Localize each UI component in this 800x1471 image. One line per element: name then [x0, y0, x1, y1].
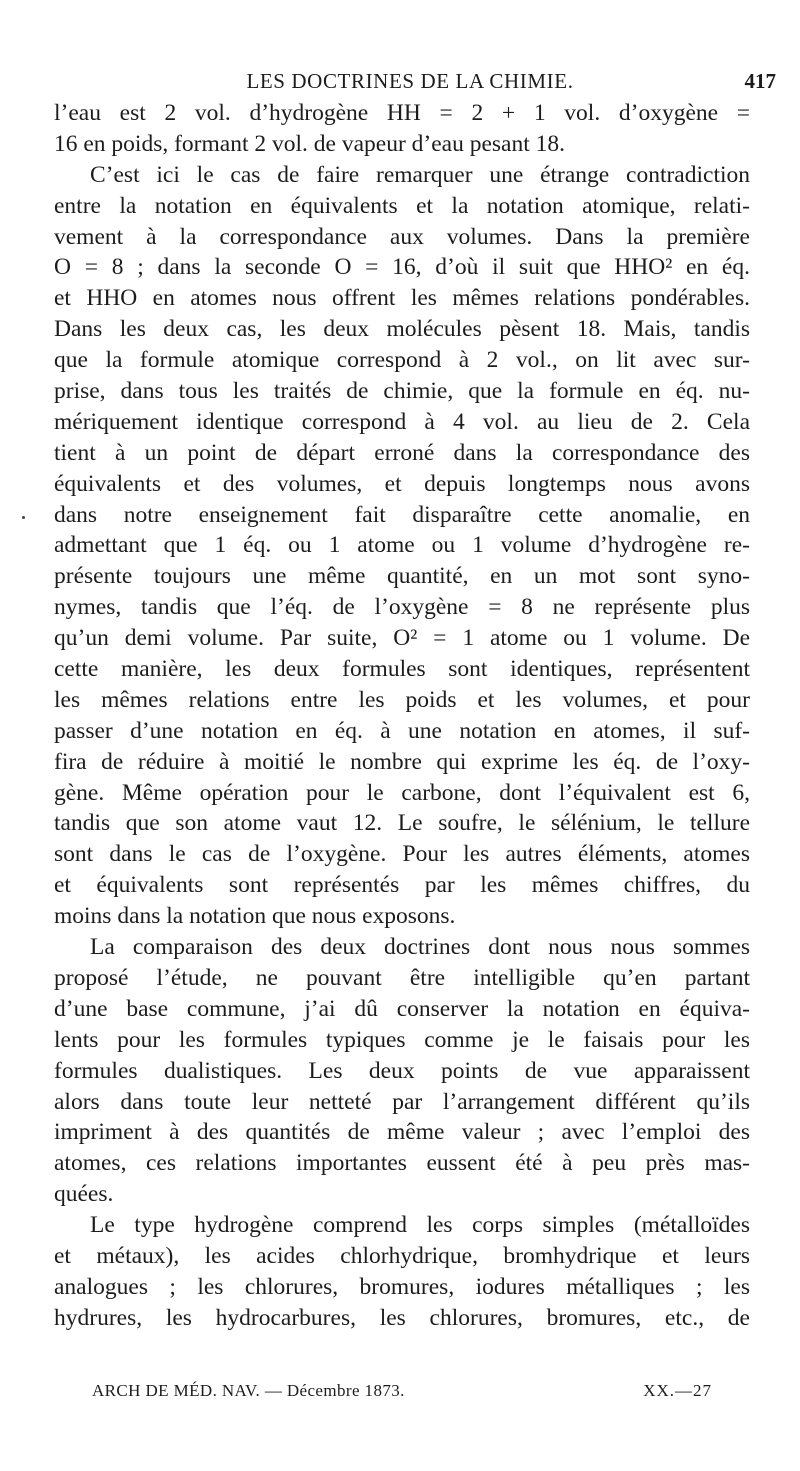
- text-line: C’est ici le cas de faire remarquer une étrange contradiction: [90, 161, 750, 188]
- running-head: [40, 66, 780, 96]
- text-line: gène. Même opération pour le carbone, dont l’équivalent est 6,: [54, 779, 750, 806]
- text-line: alors dans toute leur netteté par l’arrangement différent qu’ils: [54, 1088, 750, 1115]
- text-line: impriment à des quantités de même valeur ; avec l’emploi des: [54, 1119, 750, 1146]
- text-line: fira de réduire à moitié le nombre qui exprime les éq. de l’oxy-: [54, 748, 750, 775]
- page-number: 417: [744, 69, 776, 93]
- page-footer: [92, 1378, 712, 1404]
- text-line: que la formule atomique correspond à 2 vol., on lit avec sur-: [54, 347, 750, 374]
- text-line: sont dans le cas de l’oxygène. Pour les autres éléments, atomes: [54, 841, 750, 868]
- text-line: d’une base commune, j’ai dû conserver la notation en équiva-: [54, 995, 750, 1022]
- text-line: prise, dans tous les traités de chimie, que la formule en éq. nu-: [54, 378, 750, 405]
- body-text: [54, 98, 750, 1334]
- text-line: et équivalents sont représentés par les mêmes chiffres, du: [54, 872, 750, 899]
- text-line: présente toujours une même quantité, en un mot sont syno-: [54, 563, 750, 590]
- text-line: qu’un demi volume. Par suite, O² = 1 atome ou 1 volume. De: [54, 625, 750, 652]
- text-line: l’eau est 2 vol. d’hydrogène HH = 2 + 1 vol. d’oxygène =: [54, 100, 750, 126]
- text-line: et HHO en atomes nous offrent les mêmes relations pondérables.: [54, 285, 750, 312]
- text-line: hydrures, les hydrocarbures, les chlorures, bromures, etc., de: [54, 1304, 750, 1331]
- text-line: atomes, ces relations importantes eussent été à peu près mas-: [54, 1150, 750, 1177]
- text-line: nymes, tandis que l’éq. de l’oxygène = 8 ne représente plus: [54, 594, 750, 621]
- text-line: Le type hydrogène comprend les corps simples (métalloïdes: [90, 1212, 750, 1239]
- text-line: lents pour les formules typiques comme je le faisais pour les: [54, 1026, 750, 1053]
- text-line: analogues ; les chlorures, bromures, iodures métalliques ; les: [54, 1273, 750, 1300]
- footer-sheet-number: XX.—27: [643, 1381, 712, 1400]
- text-line: et métaux), les acides chlorhydrique, bromhydrique et leurs: [54, 1242, 750, 1269]
- text-line: équivalents et des volumes, et depuis longtemps nous avons: [54, 470, 750, 497]
- text-line: les mêmes relations entre les poids et les volumes, et pour: [54, 686, 750, 713]
- text-line: quées.: [54, 1181, 114, 1208]
- text-line: tandis que son atome vaut 12. Le soufre, le sélénium, le tellure: [54, 810, 750, 837]
- text-line: vement à la correspondance aux volumes. Dans la première: [54, 223, 750, 250]
- footer-signature: ARCH DE MÉD. NAV. — Décembre 1873.: [92, 1381, 405, 1400]
- text-line: cette manière, les deux formules sont identiques, représentent: [54, 656, 750, 683]
- text-line: admettant que 1 éq. ou 1 atome ou 1 volume d’hydrogène re-: [54, 532, 750, 559]
- text-line: mériquement identique correspond à 4 vol. au lieu de 2. Cela: [54, 408, 750, 435]
- text-line: dans notre enseignement fait disparaître cette anomalie, en: [54, 501, 750, 528]
- text-line: La comparaison des deux doctrines dont nous nous sommes: [90, 934, 750, 961]
- text-line: passer d’une notation en éq. à une notation en atomes, il suf-: [54, 717, 750, 744]
- text-line: tient à un point de départ erroné dans la correspondance des: [54, 439, 750, 466]
- text-line: formules dualistiques. Les deux points de vue apparaissent: [54, 1057, 750, 1084]
- text-line: proposé l’étude, ne pouvant être intelligible qu’en partant: [54, 964, 750, 991]
- running-title: LES DOCTRINES DE LA CHIMIE.: [246, 69, 574, 93]
- text-line: 16 en poids, formant 2 vol. de vapeur d’eau pesant 18.: [54, 130, 565, 157]
- text-line: O = 8 ; dans la seconde O = 16, d’où il suit que HHO² en éq.: [54, 254, 750, 281]
- text-line: Dans les deux cas, les deux molécules pèsent 18. Mais, tandis: [54, 316, 750, 343]
- text-line: moins dans la notation que nous exposons.: [54, 903, 456, 930]
- margin-mark: [22, 516, 25, 519]
- text-line: entre la notation en équivalents et la notation atomique, relati-: [54, 192, 750, 219]
